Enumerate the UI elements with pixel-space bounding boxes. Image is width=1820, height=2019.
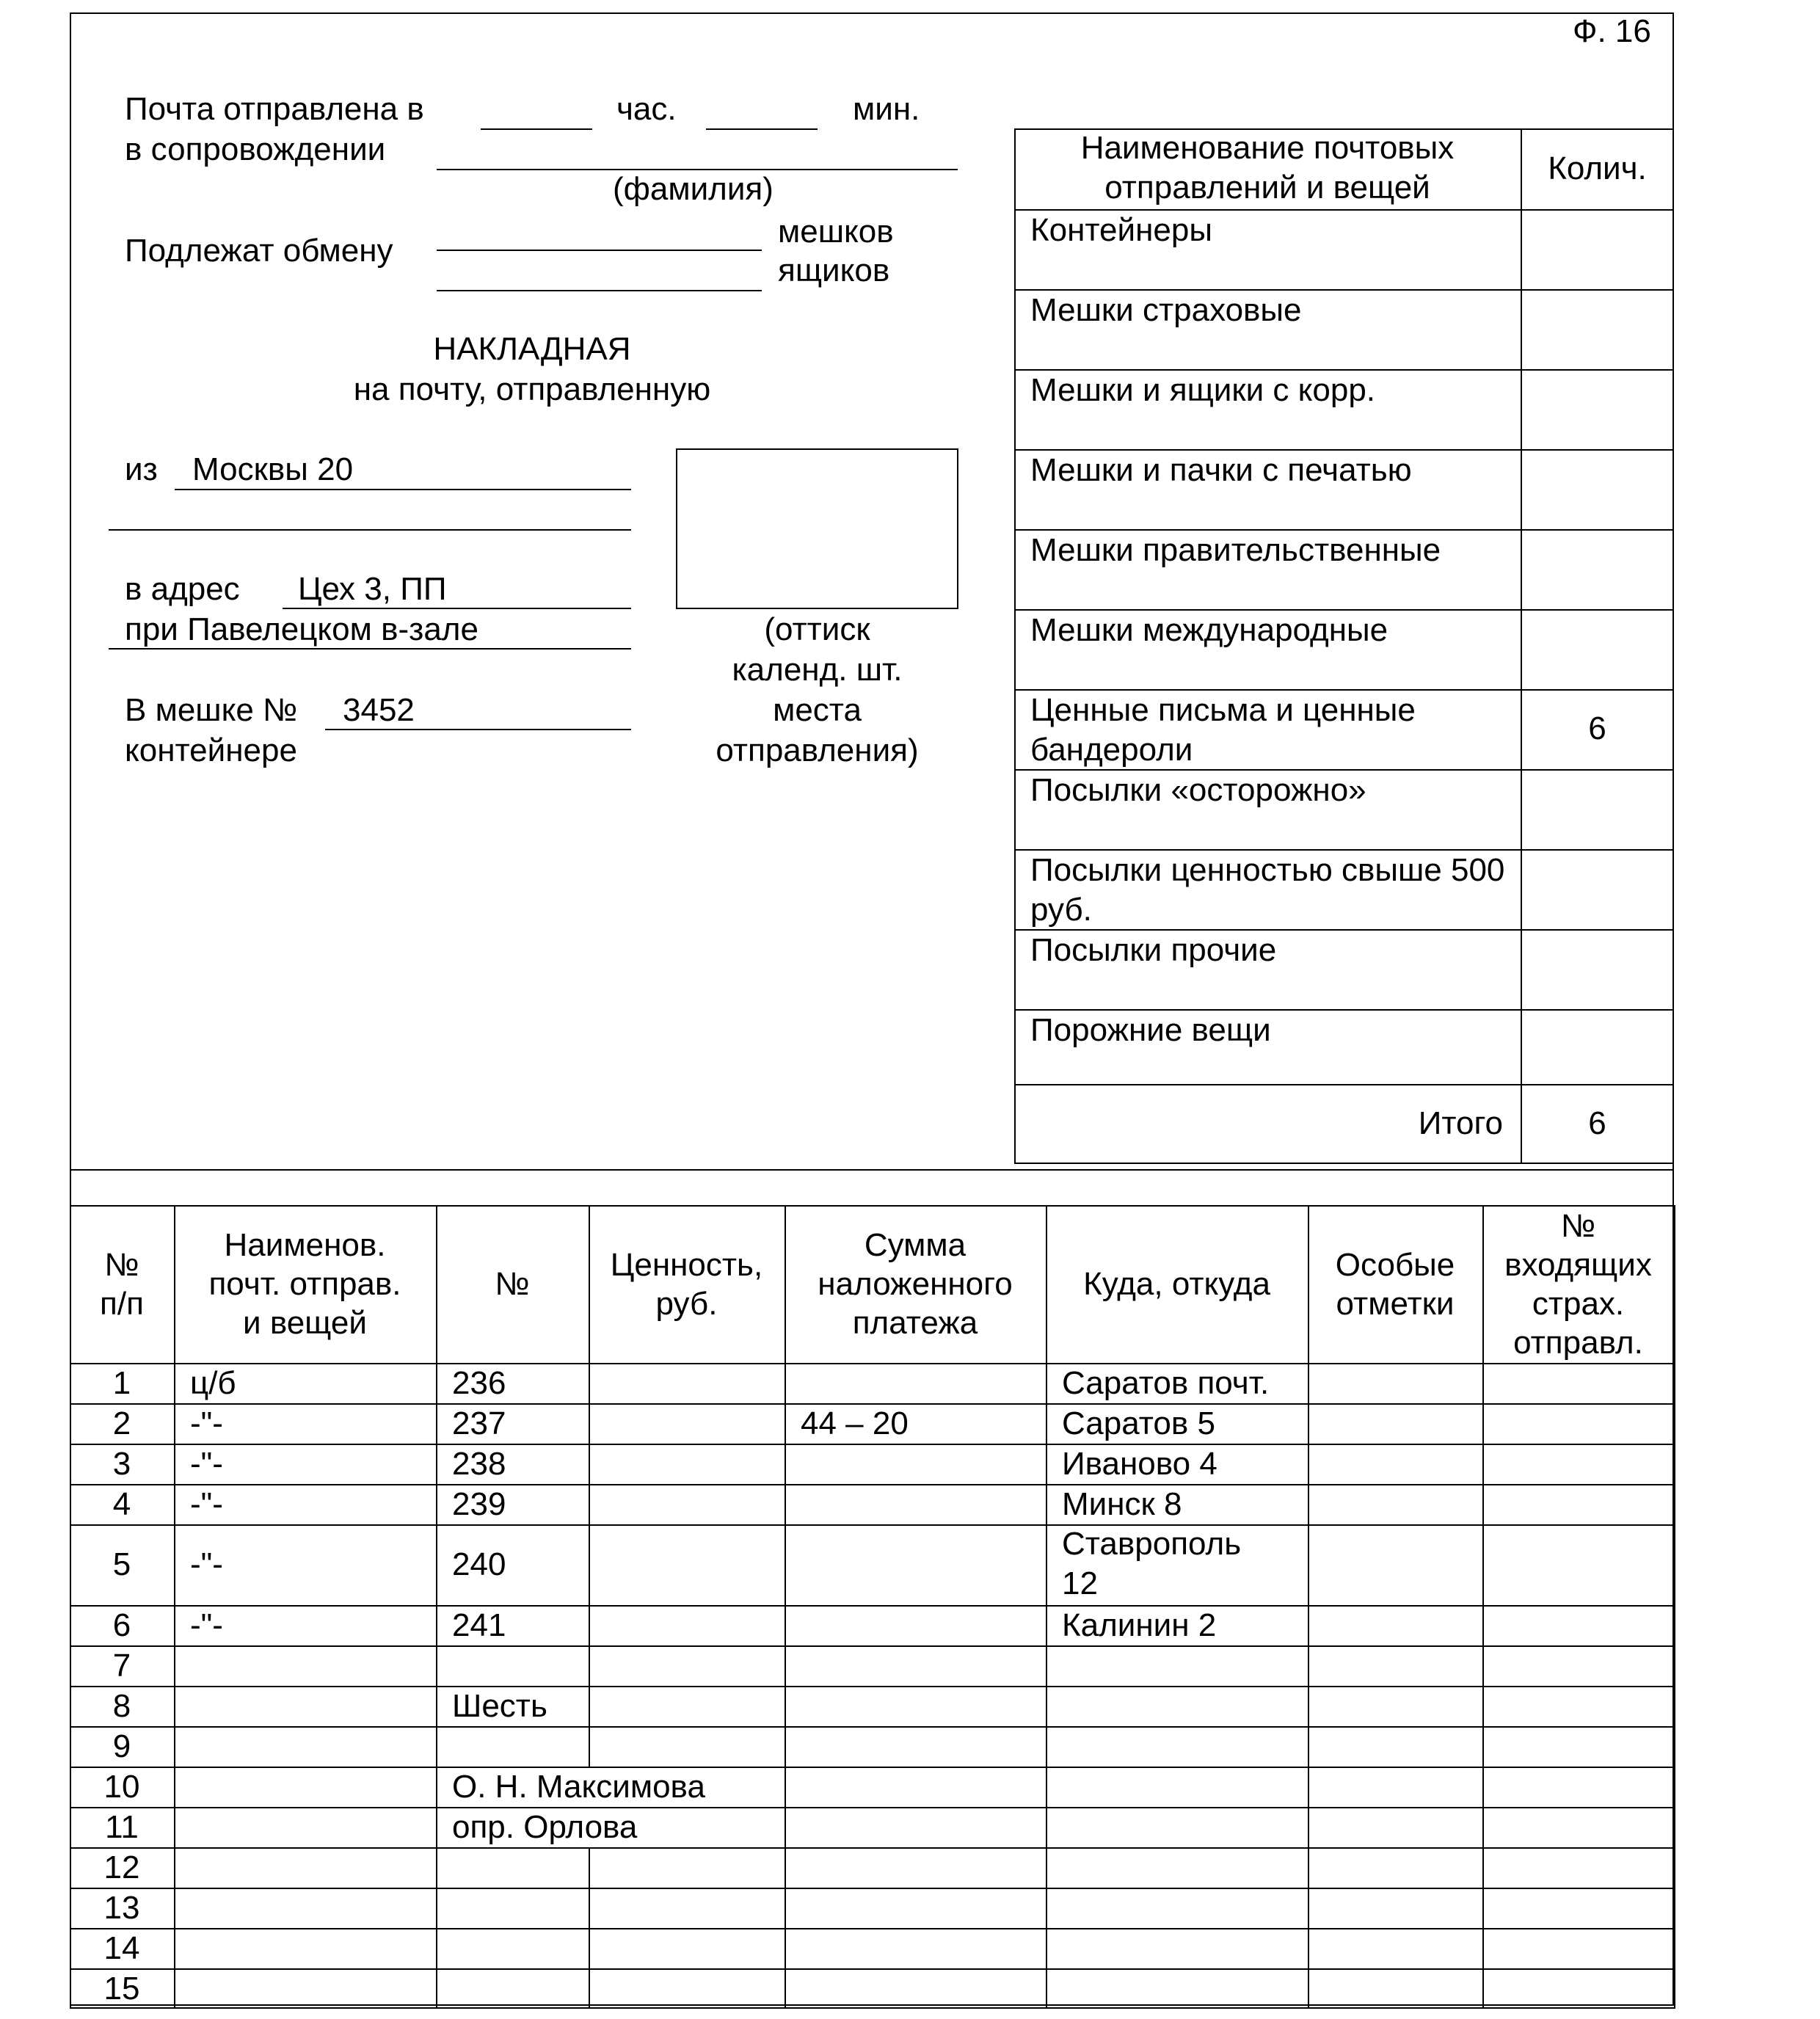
register-cell-n[interactable]: 5 bbox=[112, 1546, 131, 1582]
register-col-divider bbox=[1308, 1928, 1309, 1968]
register-header-divider bbox=[174, 1205, 175, 1363]
items-row-name: Мешки и пачки с печатью bbox=[1030, 452, 1412, 488]
register-col-divider bbox=[1046, 1807, 1047, 1847]
form-code: Ф. 16 bbox=[1573, 13, 1651, 49]
register-row-border bbox=[70, 1484, 1674, 1485]
register-cell-n[interactable]: 14 bbox=[103, 1929, 140, 1966]
address-value-2: при Павелецком в-зале bbox=[125, 611, 478, 647]
register-header-divider bbox=[785, 1205, 786, 1363]
minutes-field[interactable] bbox=[706, 128, 818, 130]
items-row-name: Посылки «осторожно» bbox=[1030, 772, 1366, 808]
register-col-divider bbox=[174, 1686, 175, 1726]
register-col-divider bbox=[1308, 1524, 1309, 1605]
register-col-divider bbox=[1308, 1363, 1309, 1403]
register-cell-dest[interactable]: Саратов почт. bbox=[1062, 1365, 1270, 1401]
register-col-divider bbox=[1482, 1403, 1484, 1444]
register-col-divider bbox=[589, 1645, 590, 1686]
register-cell-name[interactable]: -"- bbox=[190, 1445, 223, 1482]
hours-field[interactable] bbox=[481, 128, 592, 130]
register-row-border bbox=[70, 1847, 1674, 1849]
register-col-divider bbox=[174, 1484, 175, 1524]
bag-field[interactable] bbox=[325, 729, 631, 730]
container-label: контейнере bbox=[125, 732, 297, 768]
items-row-name: Контейнеры bbox=[1030, 212, 1212, 248]
document-subtitle: на почту, отправленную bbox=[353, 371, 711, 407]
register-cell-dest[interactable]: Минск 8 bbox=[1062, 1486, 1182, 1522]
register-cell-num[interactable]: 237 bbox=[452, 1405, 506, 1441]
register-col-divider bbox=[174, 1968, 175, 2009]
register-col-divider bbox=[1482, 1888, 1484, 1928]
address-field-line2[interactable] bbox=[109, 648, 631, 650]
register-col-divider bbox=[589, 1968, 590, 2009]
register-row-border bbox=[70, 1726, 1674, 1728]
register-col-divider bbox=[785, 1524, 786, 1605]
register-header-divider bbox=[436, 1205, 437, 1363]
register-col-divider bbox=[436, 1726, 437, 1767]
register-header-divider bbox=[1046, 1205, 1047, 1363]
register-row-border bbox=[70, 1767, 1674, 1768]
items-row-name: Порожние вещи bbox=[1030, 1012, 1271, 1048]
from-value: Москвы 20 bbox=[192, 451, 354, 487]
stamp-caption-1: (оттиск bbox=[764, 611, 870, 647]
register-col-divider bbox=[785, 1484, 786, 1524]
register-col-divider bbox=[174, 1363, 175, 1403]
register-col-divider bbox=[1308, 1968, 1309, 2009]
register-header-cell: Особые отметки bbox=[1335, 1246, 1455, 1322]
register-col-divider bbox=[1046, 1767, 1047, 1807]
items-row-name: Мешки правительственные bbox=[1030, 532, 1441, 568]
register-col-divider bbox=[436, 1484, 437, 1524]
register-col-divider bbox=[1308, 1686, 1309, 1726]
register-cell-num[interactable]: 239 bbox=[452, 1485, 506, 1522]
register-header-cell: Куда, откуда bbox=[1083, 1266, 1270, 1302]
register-col-divider bbox=[785, 1444, 786, 1484]
register-col-divider bbox=[174, 1444, 175, 1484]
register-col-divider bbox=[1308, 1605, 1309, 1645]
address-field[interactable] bbox=[283, 608, 631, 609]
register-col-divider bbox=[436, 1524, 437, 1605]
register-cell-dest[interactable]: Ставрополь 12 bbox=[1062, 1526, 1242, 1601]
register-cell-cod[interactable]: 44 – 20 bbox=[801, 1405, 909, 1441]
register-cell-name[interactable]: ц/б bbox=[190, 1364, 236, 1401]
document-title: НАКЛАДНАЯ bbox=[433, 331, 631, 367]
register-col-divider bbox=[1482, 1968, 1484, 2009]
sent-label: Почта отправлена в bbox=[125, 91, 424, 127]
register-cell-num[interactable]: 236 bbox=[452, 1364, 506, 1401]
items-row-name: Ценные письма и ценные бандероли bbox=[1030, 692, 1416, 768]
items-row-name: Посылки прочие bbox=[1030, 932, 1277, 968]
register-row-border bbox=[70, 1888, 1674, 1889]
register-col-divider bbox=[436, 1807, 437, 1847]
register-cell-num[interactable]: О. Н. Максимова bbox=[452, 1768, 705, 1805]
register-header-cell: Сумма наложенного платежа bbox=[818, 1227, 1013, 1341]
register-col-divider bbox=[1482, 1605, 1484, 1645]
register-cell-n[interactable]: 15 bbox=[103, 1970, 140, 2007]
register-col-divider bbox=[174, 1726, 175, 1767]
register-header-cell: Ценность, руб. bbox=[610, 1246, 763, 1322]
register-cell-n[interactable]: 1 bbox=[112, 1364, 131, 1401]
register-col-divider bbox=[1046, 1968, 1047, 2009]
bags-field[interactable] bbox=[437, 250, 762, 251]
register-header-cell: № входящих страх. отправл. bbox=[1504, 1207, 1652, 1361]
register-row-border bbox=[70, 1807, 1674, 1808]
register-cell-n[interactable]: 4 bbox=[112, 1485, 131, 1522]
hours-label: час. bbox=[616, 91, 677, 127]
items-header-name-text: Наименование почтовых отправлений и вещей bbox=[1080, 130, 1455, 205]
register-cell-num[interactable]: Шесть bbox=[452, 1687, 547, 1724]
register-col-divider bbox=[436, 1686, 437, 1726]
register-col-divider bbox=[1482, 1686, 1484, 1726]
register-row-border bbox=[70, 1645, 1674, 1647]
register-col-divider bbox=[436, 1928, 437, 1968]
register-col-divider bbox=[1308, 1807, 1309, 1847]
register-col-divider bbox=[174, 1645, 175, 1686]
minutes-label: мин. bbox=[853, 91, 920, 127]
register-col-divider bbox=[436, 1645, 437, 1686]
address-label: в адрес bbox=[125, 571, 240, 607]
register-col-divider bbox=[1046, 1726, 1047, 1767]
register-header-divider bbox=[589, 1205, 590, 1363]
items-table bbox=[1014, 128, 1674, 1164]
register-col-divider bbox=[1046, 1363, 1047, 1403]
address-value: Цех 3, ПП bbox=[298, 571, 447, 607]
register-row-border bbox=[70, 1605, 1674, 1607]
register-col-divider bbox=[1308, 1645, 1309, 1686]
register-col-divider bbox=[1482, 1444, 1484, 1484]
from-field[interactable] bbox=[175, 489, 631, 490]
register-col-divider bbox=[174, 1403, 175, 1444]
register-col-divider bbox=[436, 1968, 437, 2009]
items-header-name bbox=[1014, 128, 1521, 209]
items-header-qty: Колич. bbox=[1548, 150, 1647, 186]
items-table-bottom-border bbox=[1014, 1163, 1674, 1164]
register-cell-num[interactable]: опр. Орлова bbox=[452, 1808, 638, 1845]
register-col-divider bbox=[589, 1363, 590, 1403]
items-row-name: Посылки ценностью свыше 500 руб. bbox=[1030, 852, 1505, 928]
register-col-divider bbox=[589, 1605, 590, 1645]
boxes-field[interactable] bbox=[437, 290, 762, 291]
register-cell-n[interactable]: 13 bbox=[103, 1889, 140, 1926]
register-col-divider bbox=[1046, 1686, 1047, 1726]
register-col-divider bbox=[1308, 1726, 1309, 1767]
register-col-divider bbox=[174, 1807, 175, 1847]
items-total-value: 6 bbox=[1588, 1105, 1606, 1141]
bag-value: 3452 bbox=[343, 692, 415, 728]
register-col-divider bbox=[1482, 1847, 1484, 1888]
register-cell-n[interactable]: 10 bbox=[103, 1768, 140, 1805]
register-row-border bbox=[70, 1686, 1674, 1687]
register-row-border bbox=[70, 1444, 1674, 1445]
register-col-divider bbox=[436, 1605, 437, 1645]
register-col-divider bbox=[1482, 1726, 1484, 1767]
register-row-border bbox=[70, 1928, 1674, 1929]
register-col-divider bbox=[785, 1403, 786, 1444]
register-col-divider bbox=[785, 1928, 786, 1968]
register-col-divider bbox=[1046, 1605, 1047, 1645]
exchange-label: Подлежат обмену bbox=[125, 233, 393, 269]
register-col-divider bbox=[174, 1524, 175, 1605]
register-row-border bbox=[70, 1968, 1674, 1970]
register-cell-name[interactable]: -"- bbox=[190, 1485, 223, 1522]
register-border bbox=[1674, 1205, 1675, 2009]
register-col-divider bbox=[1482, 1767, 1484, 1807]
register-table bbox=[70, 1205, 1674, 2006]
register-col-divider bbox=[589, 1484, 590, 1524]
register-col-divider bbox=[785, 1605, 786, 1645]
register-col-divider bbox=[174, 1888, 175, 1928]
register-cell-dest[interactable]: Иваново 4 bbox=[1062, 1446, 1217, 1482]
register-col-divider bbox=[589, 1686, 590, 1726]
register-cell-name[interactable]: -"- bbox=[190, 1607, 223, 1643]
from-label: из bbox=[125, 451, 158, 487]
register-col-divider bbox=[1482, 1363, 1484, 1403]
register-col-divider bbox=[1046, 1928, 1047, 1968]
register-col-divider bbox=[1046, 1524, 1047, 1605]
register-col-divider bbox=[785, 1686, 786, 1726]
from-field-line2[interactable] bbox=[109, 529, 631, 531]
register-col-divider bbox=[1308, 1767, 1309, 1807]
register-col-divider bbox=[174, 1605, 175, 1645]
register-col-divider bbox=[1046, 1888, 1047, 1928]
escort-label: в сопровождении bbox=[125, 131, 386, 167]
register-col-divider bbox=[1308, 1847, 1309, 1888]
register-cell-n[interactable]: 6 bbox=[112, 1607, 131, 1643]
register-col-divider bbox=[589, 1444, 590, 1484]
register-col-divider bbox=[589, 1928, 590, 1968]
register-col-divider bbox=[785, 1363, 786, 1403]
register-col-divider bbox=[589, 1847, 590, 1888]
stamp-box bbox=[676, 448, 958, 609]
register-col-divider bbox=[1046, 1444, 1047, 1484]
register-col-divider bbox=[1482, 1524, 1484, 1605]
register-col-divider bbox=[785, 1645, 786, 1686]
register-col-divider bbox=[589, 1524, 590, 1605]
register-header-divider bbox=[1308, 1205, 1309, 1363]
register-cell-n[interactable]: 7 bbox=[112, 1647, 131, 1684]
register-header-cell: № п/п bbox=[100, 1246, 144, 1322]
register-col-divider bbox=[1482, 1807, 1484, 1847]
stamp-caption-2: календ. шт. bbox=[732, 652, 903, 688]
register-col-divider bbox=[1482, 1645, 1484, 1686]
register-col-divider bbox=[1482, 1484, 1484, 1524]
register-col-divider bbox=[1046, 1847, 1047, 1888]
register-row-border bbox=[70, 1363, 1674, 1364]
register-col-divider bbox=[785, 1888, 786, 1928]
register-col-divider bbox=[174, 1847, 175, 1888]
items-total-top-border bbox=[1014, 1084, 1674, 1085]
register-header-cell: № bbox=[495, 1266, 530, 1302]
register-cell-n[interactable]: 11 bbox=[105, 1808, 139, 1845]
register-col-divider bbox=[589, 1403, 590, 1444]
register-col-divider bbox=[1308, 1484, 1309, 1524]
register-col-divider bbox=[436, 1847, 437, 1888]
register-cell-num[interactable]: 240 bbox=[452, 1546, 506, 1582]
register-col-divider bbox=[1046, 1645, 1047, 1686]
register-cell-n[interactable]: 12 bbox=[103, 1849, 140, 1885]
stamp-caption-3: места bbox=[773, 692, 862, 728]
register-col-divider bbox=[1046, 1403, 1047, 1444]
register-col-divider bbox=[1308, 1403, 1309, 1444]
register-cell-num[interactable]: 241 bbox=[452, 1607, 506, 1643]
register-cell-n[interactable]: 3 bbox=[112, 1445, 131, 1482]
register-bottom-border bbox=[70, 2007, 1674, 2009]
register-col-divider bbox=[1482, 1928, 1484, 1968]
section-divider bbox=[70, 1169, 1674, 1171]
stamp-caption-4: отправления) bbox=[716, 732, 919, 768]
register-col-divider bbox=[436, 1403, 437, 1444]
register-col-divider bbox=[1046, 1484, 1047, 1524]
items-row-qty[interactable]: 6 bbox=[1588, 710, 1606, 746]
items-row-name: Мешки международные bbox=[1030, 612, 1388, 648]
bags-label: мешков bbox=[778, 214, 894, 250]
register-cell-n[interactable]: 9 bbox=[112, 1728, 131, 1764]
register-col-divider bbox=[436, 1888, 437, 1928]
register-col-divider bbox=[785, 1847, 786, 1888]
register-col-divider bbox=[785, 1726, 786, 1767]
register-col-divider bbox=[174, 1928, 175, 1968]
register-col-divider bbox=[174, 1767, 175, 1807]
register-col-divider bbox=[1308, 1444, 1309, 1484]
register-cell-name[interactable]: -"- bbox=[190, 1546, 223, 1582]
register-col-divider bbox=[436, 1363, 437, 1403]
register-col-divider bbox=[785, 1767, 786, 1807]
register-cell-name[interactable]: -"- bbox=[190, 1405, 223, 1441]
register-col-divider bbox=[785, 1807, 786, 1847]
register-col-divider bbox=[436, 1767, 437, 1807]
boxes-label: ящиков bbox=[778, 252, 890, 288]
register-cell-n[interactable]: 2 bbox=[112, 1405, 131, 1441]
register-header-divider bbox=[1482, 1205, 1484, 1363]
register-row-border bbox=[70, 1524, 1674, 1526]
register-col-divider bbox=[785, 1968, 786, 2009]
register-col-divider bbox=[436, 1444, 437, 1484]
items-total-label: Итого bbox=[1418, 1105, 1503, 1141]
register-col-divider bbox=[589, 1726, 590, 1767]
register-col-divider bbox=[1308, 1888, 1309, 1928]
register-cell-dest[interactable]: Калинин 2 bbox=[1062, 1607, 1217, 1643]
register-header-cell: Наименов. почт. отправ. и вещей bbox=[208, 1227, 401, 1341]
items-row-name: Мешки страховые bbox=[1030, 292, 1302, 328]
register-col-divider bbox=[589, 1888, 590, 1928]
items-row-name: Мешки и ящики с корр. bbox=[1030, 372, 1376, 408]
surname-caption: (фамилия) bbox=[613, 171, 774, 207]
register-cell-dest[interactable]: Саратов 5 bbox=[1062, 1405, 1215, 1441]
bag-label: В мешке № bbox=[125, 692, 298, 728]
register-cell-num[interactable]: 238 bbox=[452, 1445, 506, 1482]
register-cell-n[interactable]: 8 bbox=[112, 1687, 131, 1724]
